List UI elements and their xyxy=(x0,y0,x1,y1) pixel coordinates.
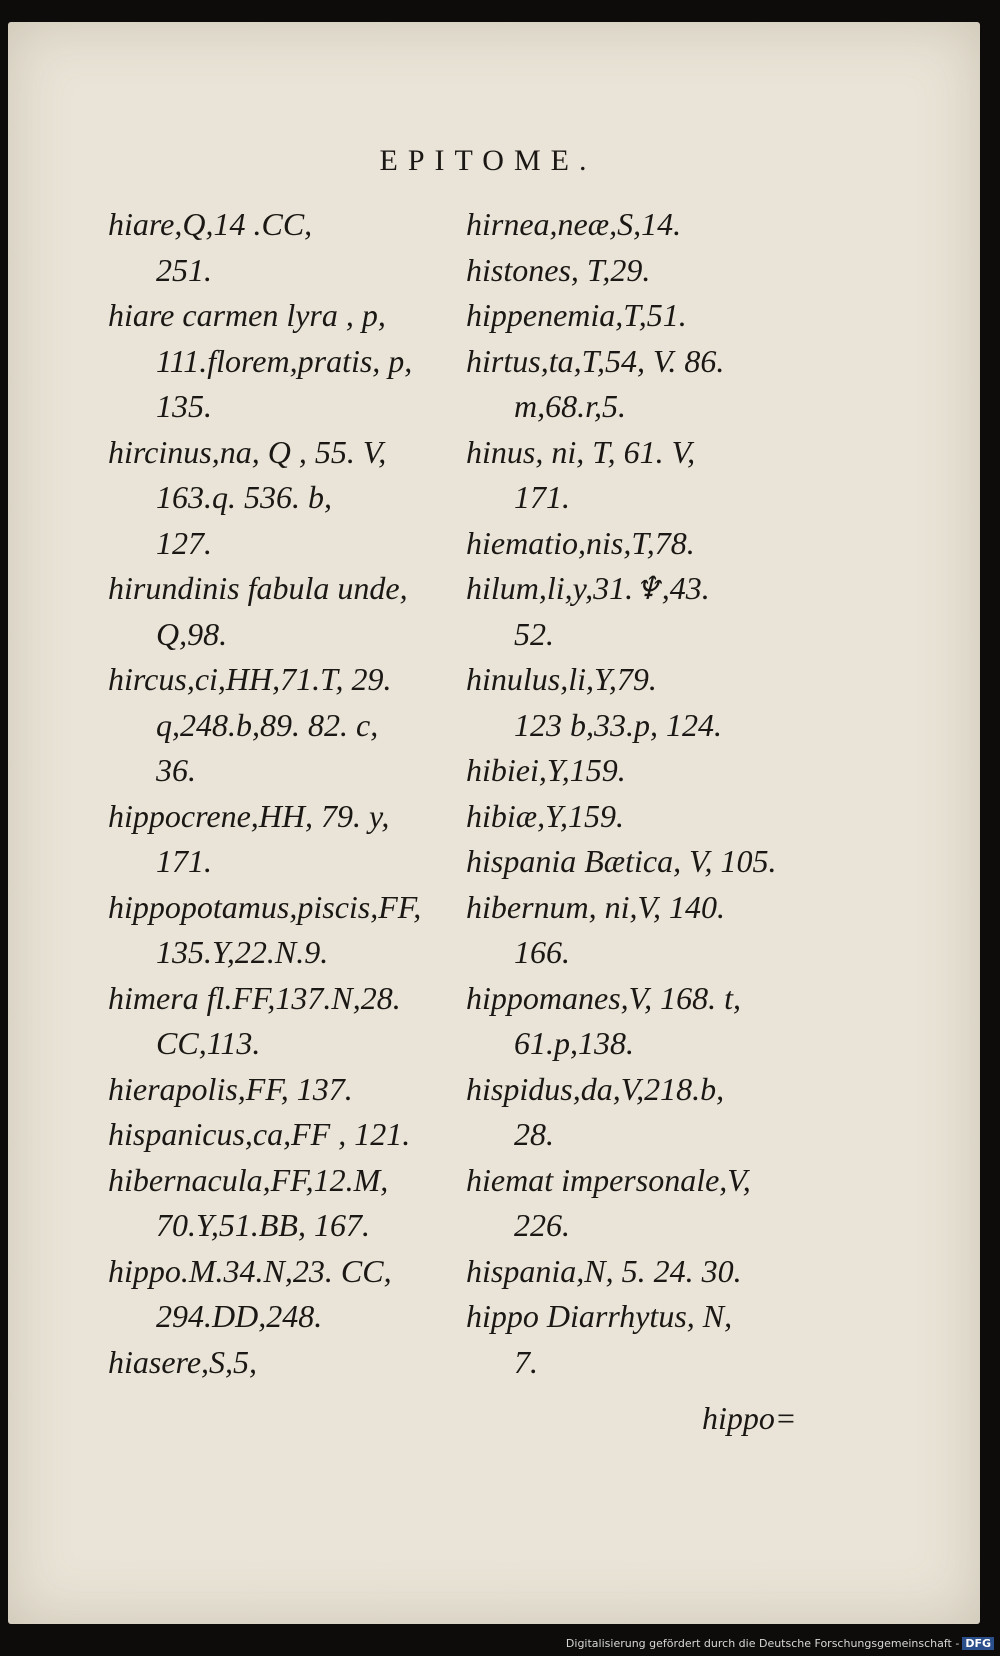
index-entry xyxy=(466,1249,856,1295)
index-entry xyxy=(466,1067,856,1158)
entry-continuation: 7. xyxy=(514,1343,538,1380)
index-entry xyxy=(108,293,498,430)
index-entry xyxy=(466,566,856,657)
index-entry xyxy=(108,1158,498,1249)
entry-continuation: 61.p,138. xyxy=(514,1025,634,1061)
entry-headline: hiematio,nis,T,78. xyxy=(466,524,695,561)
index-entry xyxy=(108,1340,498,1386)
entry-continuation: CC,113. xyxy=(156,1025,261,1061)
entry-headline: hircus,ci,HH,71.T, 29. xyxy=(108,661,392,697)
entry-headline: hispania,N, 5. 24. 30. xyxy=(466,1252,742,1289)
index-entry xyxy=(108,885,498,976)
index-entry xyxy=(108,794,498,885)
index-entry xyxy=(466,794,856,840)
entry-continuation: Q,98. xyxy=(156,615,228,652)
entry-headline: hippopotamus,piscis,FF, xyxy=(108,888,422,925)
index-entry xyxy=(108,430,498,567)
index-entry xyxy=(466,1294,856,1385)
entry-headline: hierapolis,FF, 137. xyxy=(108,1070,353,1107)
index-entry xyxy=(108,1112,498,1158)
entry-continuation: 171. xyxy=(514,479,570,515)
entry-headline: hibiæ,Y,159. xyxy=(466,797,624,834)
entry-headline: hippomanes,V, 168. t, xyxy=(466,979,741,1016)
index-entry xyxy=(108,566,498,657)
entry-headline: hirtus,ta,T,54, V. 86. xyxy=(466,342,725,379)
catchword: hippo= xyxy=(702,1400,797,1436)
index-entry xyxy=(108,202,498,293)
entry-continuation: 52. xyxy=(514,615,554,652)
entry-continuation: 135.Y,22.N.9. xyxy=(156,934,329,970)
index-entry xyxy=(466,521,856,567)
entry-headline: hinus, ni, T, 61. V, xyxy=(466,433,696,470)
index-entry xyxy=(466,657,856,748)
entry-headline: hinulus,li,Y,79. xyxy=(466,661,657,697)
index-entry xyxy=(108,1067,498,1113)
index-entry xyxy=(466,976,856,1067)
index-entry xyxy=(466,885,856,976)
entry-continuation: 226. xyxy=(514,1207,570,1243)
entry-headline: hippenemia,T,51. xyxy=(466,297,687,333)
index-entry xyxy=(466,748,856,794)
entry-headline: hiare carmen lyra , p, xyxy=(108,297,386,333)
entry-headline: hilum,li,y,31.♆,43. xyxy=(466,570,710,606)
entry-headline: hibiei,Y,159. xyxy=(466,752,626,788)
entry-headline: hippo.M.34.N,23. CC, xyxy=(108,1252,392,1289)
left-column xyxy=(108,202,498,1385)
entry-headline: hibernacula,FF,12.M, xyxy=(108,1161,389,1198)
entry-headline: hippo Diarrhytus, N, xyxy=(466,1298,733,1334)
index-entry xyxy=(466,339,856,430)
entry-headline: hirnea,neæ,S,14. xyxy=(466,206,682,242)
entry-continuation: 36. xyxy=(156,752,196,788)
book-page xyxy=(8,22,980,1624)
entry-continuation: 111.florem,pratis, p, xyxy=(156,342,413,379)
entry-continuation: 171. xyxy=(156,843,212,879)
index-entry xyxy=(466,839,856,885)
entry-continuation: 251. xyxy=(156,251,212,288)
entry-headline: hispania Bætica, V, 105. xyxy=(466,843,777,879)
entry-continuation: 166. xyxy=(514,934,570,970)
entry-headline: hiare,Q,14 .CC, xyxy=(108,206,313,242)
digitization-credit xyxy=(566,1637,994,1650)
index-entry xyxy=(108,1249,498,1340)
entry-headline: hispidus,da,V,218.b, xyxy=(466,1070,725,1107)
index-entry xyxy=(466,430,856,521)
running-head: EPITOME. xyxy=(379,144,597,177)
entry-headline: hiasere,S,5, xyxy=(108,1343,258,1380)
entry-continuation: 70.Y,51.BB, 167. xyxy=(156,1207,370,1243)
index-entry xyxy=(466,1158,856,1249)
right-column xyxy=(466,202,856,1385)
entry-headline: hispanicus,ca,FF , 121. xyxy=(108,1116,411,1152)
index-entry xyxy=(466,248,856,294)
entry-continuation: 135. xyxy=(156,388,212,424)
entry-continuation: 163.q. 536. b, xyxy=(156,479,332,515)
index-entry xyxy=(466,202,856,248)
entry-continuation: 28. xyxy=(514,1116,554,1152)
entry-continuation: 123 b,33.p, 124. xyxy=(514,706,722,743)
entry-headline: histones, T,29. xyxy=(466,251,651,288)
entry-continuation: m,68.r,5. xyxy=(514,388,627,424)
dfg-logo-badge: DFG xyxy=(962,1637,994,1650)
index-entry xyxy=(466,293,856,339)
entry-headline: hirundinis fabula unde, xyxy=(108,570,408,606)
index-entry xyxy=(108,657,498,794)
entry-headline: hiemat impersonale,V, xyxy=(466,1161,751,1198)
credit-text: Digitalisierung gefördert durch die Deutsche Forschungsgemeinschaft - xyxy=(565,1637,960,1650)
entry-continuation: q,248.b,89. 82. c, xyxy=(156,706,379,743)
entry-continuation: 294.DD,248. xyxy=(156,1298,323,1334)
entry-headline: hibernum, ni,V, 140. xyxy=(466,888,725,925)
entry-headline: hircinus,na, Q , 55. V, xyxy=(108,433,387,470)
entry-headline: himera fl.FF,137.N,28. xyxy=(108,979,401,1016)
entry-continuation: 127. xyxy=(156,524,212,561)
entry-headline: hippocrene,HH, 79. y, xyxy=(108,797,390,834)
index-entry xyxy=(108,976,498,1067)
